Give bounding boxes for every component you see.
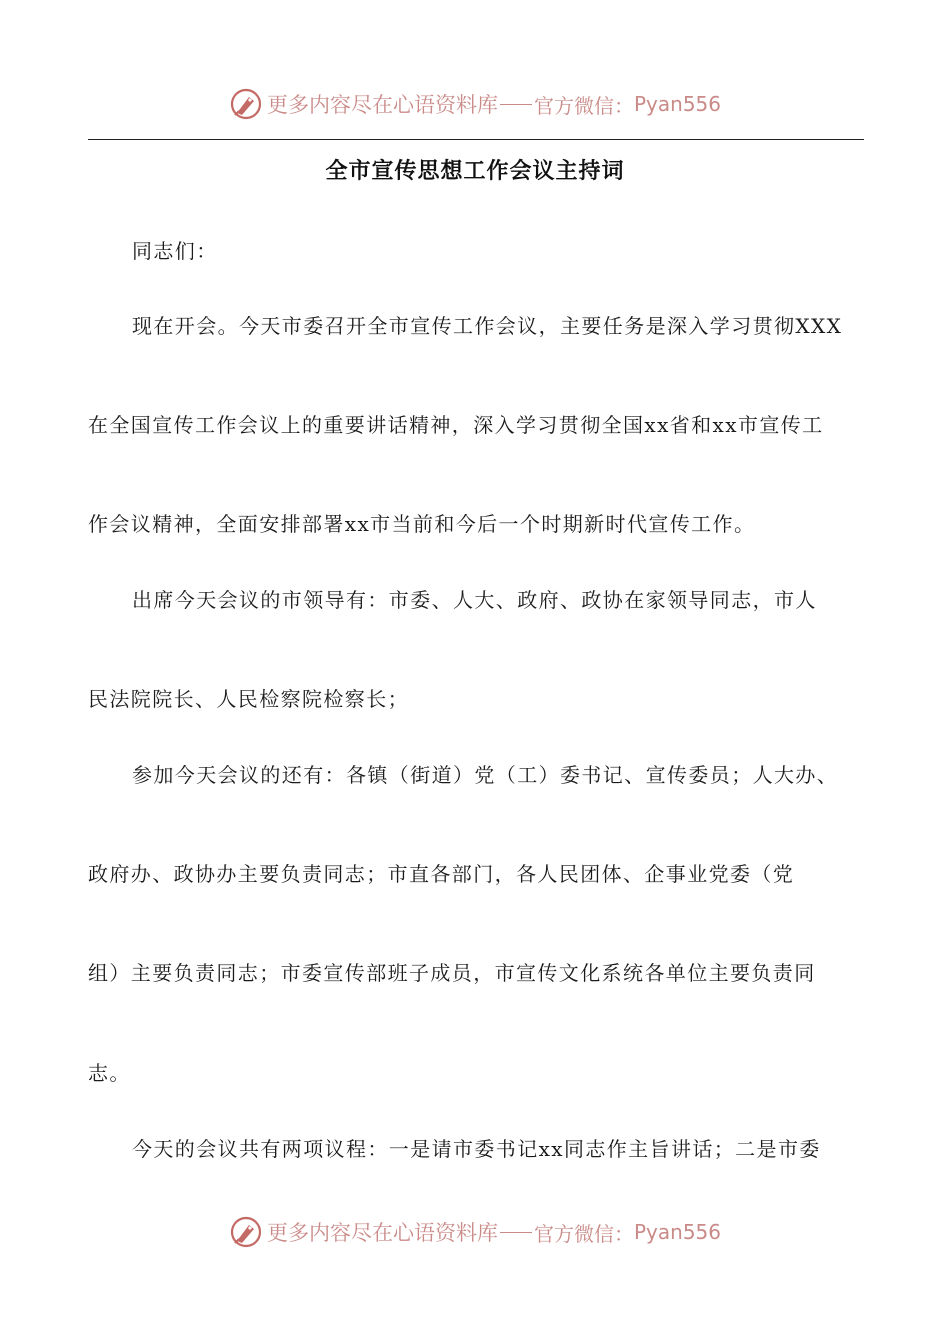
footer-watermark xyxy=(0,1212,950,1252)
watermark-wechat-id: Pyan556 xyxy=(633,92,721,116)
watermark-separator xyxy=(500,1232,532,1233)
body-line: 出席今天会议的市领导有：市委、人大、政府、政协在家领导同志，市人 xyxy=(132,588,817,612)
watermark-wechat-label: 官方微信： xyxy=(533,1221,634,1246)
pen-nib-logo-icon xyxy=(229,1215,263,1249)
header-watermark xyxy=(0,84,950,124)
document-title: 全市宣传思想工作会议主持词 xyxy=(325,159,625,184)
watermark-brand: 更多内容尽在心语资料库 xyxy=(266,1221,498,1245)
body-line: 作会议精神，全面安排部署xx市当前和今后一个时期新时代宣传工作。 xyxy=(88,512,756,536)
body-line: 组）主要负责同志；市委宣传部班子成员，市宣传文化系统各单位主要负责同 xyxy=(88,961,816,985)
header-divider xyxy=(88,139,864,140)
watermark-separator xyxy=(500,104,532,105)
pen-nib-logo-icon xyxy=(229,87,263,121)
body-line: 民法院院长、人民检察院检察长； xyxy=(88,687,409,711)
body-line: 参加今天会议的还有：各镇（街道）党（工）委书记、宣传委员；人大办、 xyxy=(132,763,839,787)
watermark-brand: 更多内容尽在心语资料库 xyxy=(266,93,498,117)
body-line: 今天的会议共有两项议程：一是请市委书记xx同志作主旨讲话；二是市委 xyxy=(132,1137,821,1161)
watermark-wechat-label: 官方微信： xyxy=(533,93,634,118)
body-line: 在全国宣传工作会议上的重要讲话精神，深入学习贯彻全国xx省和xx市宣传工 xyxy=(88,413,824,437)
body-line: 政府办、政协办主要负责同志；市直各部门，各人民团体、企事业党委（党 xyxy=(88,862,795,886)
body-line: 同志们： xyxy=(132,239,218,263)
body-line: 现在开会。今天市委召开全市宣传工作会议，主要任务是深入学习贯彻XXX xyxy=(132,314,843,338)
body-line: 志。 xyxy=(88,1061,131,1085)
watermark-wechat-id: Pyan556 xyxy=(633,1220,721,1244)
